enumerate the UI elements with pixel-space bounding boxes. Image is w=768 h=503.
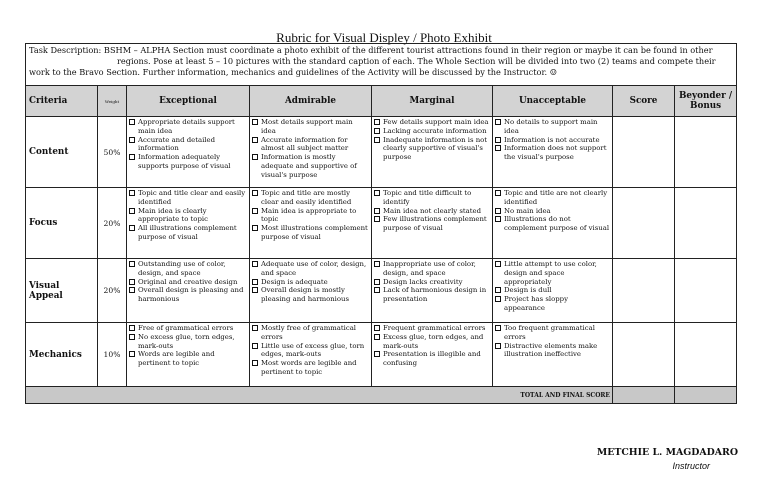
checkbox-icon xyxy=(252,261,258,267)
checkbox-icon xyxy=(252,208,258,214)
descriptor-item: Topic and title difficult to identify xyxy=(374,189,490,207)
descriptor-item: Most words are legible and pertinent to topic xyxy=(252,359,369,377)
descriptor-item: Original and creative design xyxy=(129,278,247,287)
descriptor-item: Words are legible and pertinent to topic xyxy=(129,350,247,368)
descriptor-unacceptable xyxy=(493,323,613,387)
descriptor-item: Presentation is illegible and confusing xyxy=(374,350,490,368)
criteria-name: Focus xyxy=(26,188,98,259)
descriptor-item: Main idea not clearly stated xyxy=(374,207,490,216)
checkbox-icon xyxy=(252,360,258,366)
checkbox-icon xyxy=(495,137,501,143)
checkbox-icon xyxy=(495,261,501,267)
bonus-cell xyxy=(675,323,737,387)
signature-name: METCHIE L. MAGDADARO xyxy=(596,447,738,458)
table-row xyxy=(26,188,737,259)
descriptor-unacceptable xyxy=(493,188,613,259)
checkbox-icon xyxy=(374,279,380,285)
checkbox-icon xyxy=(252,225,258,231)
descriptor-item: Accurate and detailed information xyxy=(129,136,247,154)
descriptor-item: Outstanding use of color, design, and space xyxy=(129,260,247,278)
descriptor-item: Information adequately supports purpose of visual xyxy=(129,153,247,171)
checkbox-icon xyxy=(495,216,501,222)
checkbox-icon xyxy=(495,296,501,302)
descriptor-item: Topic and title are mostly clear and easily identified xyxy=(252,189,369,207)
checkbox-icon xyxy=(495,287,501,293)
bonus-cell xyxy=(675,259,737,323)
checkbox-icon xyxy=(129,154,135,160)
descriptor-item: Free of grammatical errors xyxy=(129,324,247,333)
criteria-name: Content xyxy=(26,117,98,188)
descriptor-marginal xyxy=(372,188,493,259)
score-cell xyxy=(613,188,675,259)
descriptor-item: Accurate information for almost all subject matter xyxy=(252,136,369,154)
header-admirable: Admirable xyxy=(250,86,372,117)
descriptor-item: Frequent grammatical errors xyxy=(374,324,490,333)
checkbox-icon xyxy=(252,325,258,331)
descriptor-item: Few details support main idea xyxy=(374,118,490,127)
descriptor-item: Illustrations do not complement purpose of visual xyxy=(495,215,610,233)
descriptor-admirable xyxy=(250,259,372,323)
checkbox-icon xyxy=(129,208,135,214)
descriptor-item: Main idea is clearly appropriate to topic xyxy=(129,207,247,225)
checkbox-icon xyxy=(495,208,501,214)
checkbox-icon xyxy=(374,216,380,222)
descriptor-item: No main idea xyxy=(495,207,610,216)
checkbox-icon xyxy=(374,119,380,125)
checkbox-icon xyxy=(129,279,135,285)
criteria-weight: 20% xyxy=(98,259,127,323)
task-line-1: BSHM – ALPHA Section must coordinate a photo exhibit of the different tourist attractions found in their region or maybe it can be found in other xyxy=(103,45,713,55)
header-marginal: Marginal xyxy=(372,86,493,117)
checkbox-icon xyxy=(374,261,380,267)
header-criteria: Criteria xyxy=(26,86,98,117)
descriptor-exceptional xyxy=(127,259,250,323)
total-label: TOTAL AND FINAL SCORE xyxy=(26,387,613,404)
descriptor-item: Too frequent grammatical errors xyxy=(495,324,610,342)
checkbox-icon xyxy=(129,119,135,125)
descriptor-item: Information is not accurate xyxy=(495,136,610,145)
checkbox-icon xyxy=(129,225,135,231)
criteria-weight: 20% xyxy=(98,188,127,259)
descriptor-item: Information is mostly adequate and supportive of visual's purpose xyxy=(252,153,369,179)
checkbox-icon xyxy=(374,334,380,340)
score-cell xyxy=(613,259,675,323)
descriptor-marginal xyxy=(372,259,493,323)
bonus-cell xyxy=(675,117,737,188)
checkbox-icon xyxy=(252,154,258,160)
checkbox-icon xyxy=(129,137,135,143)
descriptor-exceptional xyxy=(127,188,250,259)
descriptor-admirable xyxy=(250,188,372,259)
header-score: Score xyxy=(613,86,675,117)
descriptor-item: Lacking accurate information xyxy=(374,127,490,136)
criteria-name: Mechanics xyxy=(26,323,98,387)
checkbox-icon xyxy=(129,287,135,293)
descriptor-item: Design is adequate xyxy=(252,278,369,287)
table-row xyxy=(26,323,737,387)
page-title: Rubric for Visual Displey / Photo Exhibit xyxy=(276,30,492,45)
descriptor-item: All illustrations complement purpose of visual xyxy=(129,224,247,242)
checkbox-icon xyxy=(252,279,258,285)
checkbox-icon xyxy=(252,119,258,125)
descriptor-admirable xyxy=(250,117,372,188)
criteria-weight: 50% xyxy=(98,117,127,188)
checkbox-icon xyxy=(374,325,380,331)
descriptor-item: Overall design is pleasing and harmonious xyxy=(129,286,247,304)
descriptor-item: Design is dull xyxy=(495,286,610,295)
descriptor-item: Mostly free of grammatical errors xyxy=(252,324,369,342)
checkbox-icon xyxy=(374,351,380,357)
descriptor-item: No details to support main idea xyxy=(495,118,610,136)
checkbox-icon xyxy=(129,351,135,357)
checkbox-icon xyxy=(129,334,135,340)
checkbox-icon xyxy=(252,287,258,293)
descriptor-item: Distractive elements make illustration ineffective xyxy=(495,342,610,360)
descriptor-exceptional xyxy=(127,117,250,188)
checkbox-icon xyxy=(374,128,380,134)
checkbox-icon xyxy=(252,190,258,196)
checkbox-icon xyxy=(129,190,135,196)
score-cell xyxy=(613,323,675,387)
criteria-weight: 10% xyxy=(98,323,127,387)
task-description xyxy=(26,44,737,86)
total-row xyxy=(26,387,737,404)
descriptor-item: Most illustrations complement purpose of visual xyxy=(252,224,369,242)
checkbox-icon xyxy=(495,343,501,349)
signature-role: Instructor xyxy=(672,461,710,471)
descriptor-item: Topic and title clear and easily identified xyxy=(129,189,247,207)
descriptor-item: Little attempt to use color, design and space appropriately xyxy=(495,260,610,286)
descriptor-unacceptable xyxy=(493,117,613,188)
header-exceptional: Exceptional xyxy=(127,86,250,117)
checkbox-icon xyxy=(374,137,380,143)
header-bonus: Beyonder / Bonus xyxy=(675,86,737,117)
checkbox-icon xyxy=(374,190,380,196)
checkbox-icon xyxy=(495,145,501,151)
descriptor-item: Design lacks creativity xyxy=(374,278,490,287)
criteria-name: Visual Appeal xyxy=(26,259,98,323)
descriptor-item: Little use of excess glue, torn edges, mark-outs xyxy=(252,342,369,360)
checkbox-icon xyxy=(374,208,380,214)
descriptor-item: Project has sloppy appearance xyxy=(495,295,610,313)
total-bonus-cell xyxy=(675,387,737,404)
task-label: Task Description: xyxy=(29,45,102,55)
bonus-cell xyxy=(675,188,737,259)
rubric-table xyxy=(25,43,737,404)
checkbox-icon xyxy=(252,137,258,143)
descriptor-item: Topic and title are not clearly identified xyxy=(495,189,610,207)
descriptor-item: Lack of harmonious design in presentation xyxy=(374,286,490,304)
descriptor-item: Appropriate details support main idea xyxy=(129,118,247,136)
descriptor-marginal xyxy=(372,323,493,387)
task-line-2: regions. Pose at least 5 – 10 pictures with the standard caption of each. The Whole Section will be divided into two (2) teams and compete their xyxy=(117,56,716,67)
descriptor-marginal xyxy=(372,117,493,188)
descriptor-item: Few illustrations complement purpose of visual xyxy=(374,215,490,233)
table-row xyxy=(26,117,737,188)
descriptor-item: Excess glue, torn edges, and mark-outs xyxy=(374,333,490,351)
header-row xyxy=(26,86,737,117)
checkbox-icon xyxy=(495,190,501,196)
checkbox-icon xyxy=(252,343,258,349)
table-row xyxy=(26,259,737,323)
descriptor-item: Overall design is mostly pleasing and harmonious xyxy=(252,286,369,304)
descriptor-exceptional xyxy=(127,323,250,387)
total-score-cell xyxy=(613,387,675,404)
descriptor-admirable xyxy=(250,323,372,387)
descriptor-item: Inadequate information is not clearly supportive of visual's purpose xyxy=(374,136,490,162)
descriptor-item: Adequate use of color, design, and space xyxy=(252,260,369,278)
descriptor-item: Main idea is appropriate to topic xyxy=(252,207,369,225)
descriptor-item: Information does not support the visual's purpose xyxy=(495,144,610,162)
header-weight: Weight xyxy=(98,86,127,117)
checkbox-icon xyxy=(495,325,501,331)
descriptor-item: Most details support main idea xyxy=(252,118,369,136)
descriptor-item: No excess glue, torn edges, mark-outs xyxy=(129,333,247,351)
descriptor-unacceptable xyxy=(493,259,613,323)
checkbox-icon xyxy=(374,287,380,293)
score-cell xyxy=(613,117,675,188)
checkbox-icon xyxy=(129,325,135,331)
checkbox-icon xyxy=(129,261,135,267)
header-unacceptable: Unacceptable xyxy=(493,86,613,117)
checkbox-icon xyxy=(495,119,501,125)
descriptor-item: Inappropriate use of color, design, and space xyxy=(374,260,490,278)
task-line-3: work to the Bravo Section. Further information, mechanics and guidelines of the Activity will be discussed by the Instructor. ☺ xyxy=(29,67,558,78)
